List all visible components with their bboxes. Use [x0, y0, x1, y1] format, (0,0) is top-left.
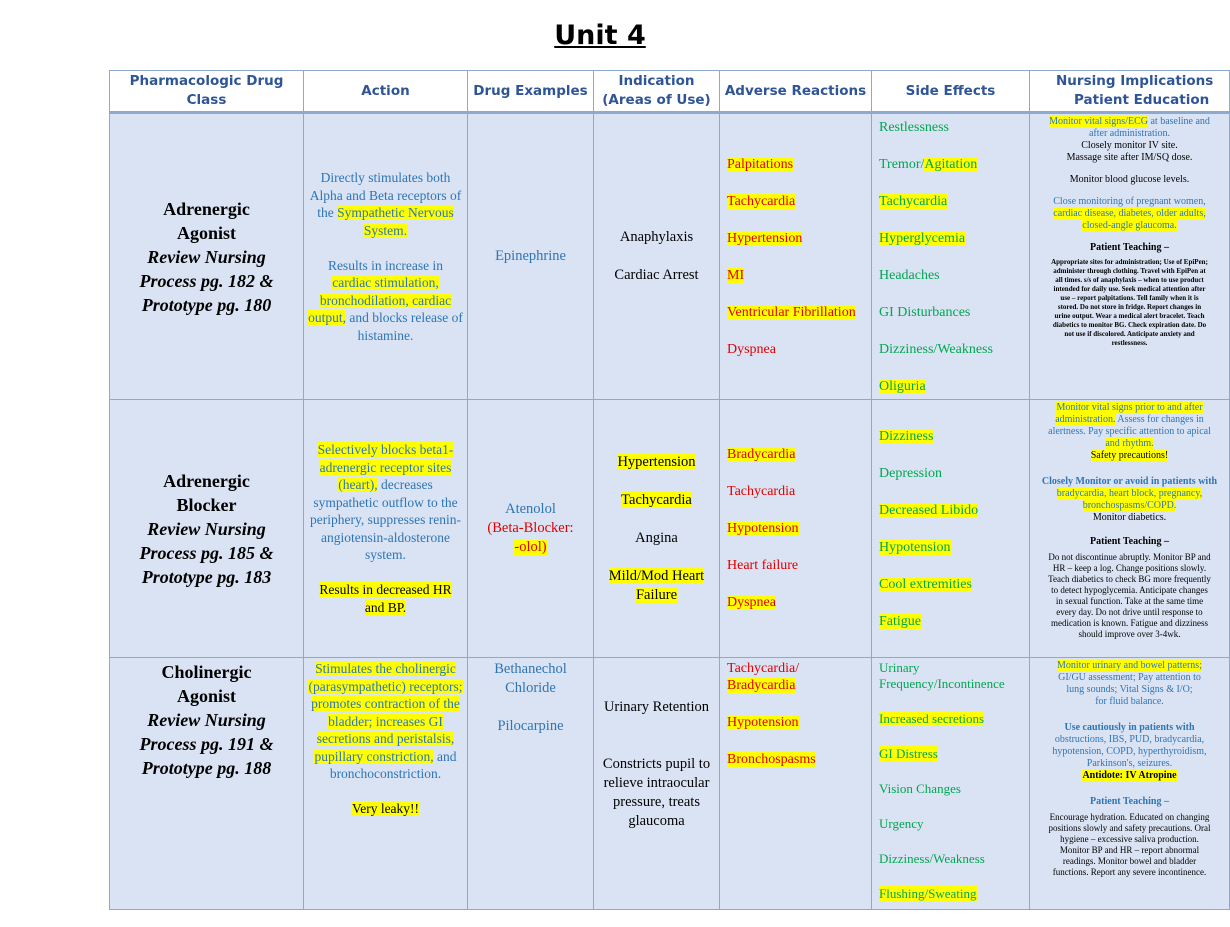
nursing-line: Assess for changes in [1117, 414, 1204, 425]
nursing-line: cardiac disease, diabetes, older adults, [1053, 208, 1206, 219]
teaching-line: restlessness. [1111, 339, 1148, 347]
action-text: Directly stimulates both Alpha and Beta receptors of the [309, 170, 462, 220]
action-cell [304, 658, 468, 910]
adverse-item: Bronchospasms [727, 752, 816, 767]
adverse-item: Bradycardia [727, 678, 796, 693]
teaching-line: administer through clothing. Travel with EpiPen at [1053, 267, 1206, 275]
drug-example-note: (Beta-Blocker: [487, 520, 574, 536]
side-effect-item: Increased secretions [879, 711, 985, 726]
drug-class-cell [110, 113, 304, 400]
nursing-line: Monitor blood glucose levels. [1069, 174, 1190, 185]
action-highlight: Results in decreased HR and BP. [319, 582, 452, 615]
nursing-line: Close monitoring of pregnant women, [1053, 196, 1206, 207]
class-name: Adrenergic [163, 470, 250, 491]
side-effect-item: Restlessness [879, 119, 949, 135]
nursing-line: Use cautiously in patients with [1064, 722, 1195, 733]
nursing-cell [1030, 113, 1230, 400]
adverse-item: Tachycardia [727, 484, 796, 499]
header-nursing-line2: Patient Education [1074, 92, 1210, 108]
teaching-line: urine output. Wear a medical alert bracelet. Teach [1054, 312, 1205, 320]
nursing-line: Monitor diabetics. [1092, 512, 1167, 523]
header-indication-line2: (Areas of Use) [602, 92, 711, 108]
teaching-line: in sexual function. Take at the same time [1055, 596, 1204, 606]
indication-item: Hypertension [617, 453, 696, 470]
indication-item: Mild/Mod Heart Failure [608, 567, 705, 603]
teaching-line: to detect hypoglycemia. Anticipate changes [1051, 585, 1208, 595]
header-side: Side Effects [872, 71, 1030, 113]
action-highlight: Stimulates the cholinergic (parasympathetic) receptors; promotes contraction of the bladder; increases GI secretions and peristalsis, pupillary constriction, [308, 661, 463, 764]
review-line1: Review Nursing [147, 518, 266, 539]
drug-class-cell [110, 400, 304, 658]
patient-teaching-heading: Patient Teaching – [1090, 796, 1169, 807]
side-effect-item: Oliguria [879, 378, 926, 394]
adverse-item: Hypotension [727, 715, 799, 730]
adverse-item: Heart failure [727, 558, 799, 573]
nursing-line: Safety precautions! [1090, 450, 1169, 461]
side-effect-item: Headaches [879, 267, 940, 283]
teaching-line: not use if discolored. Anticipate anxiety and [1064, 330, 1195, 338]
drug-class-cell [110, 658, 304, 910]
teaching-line: all times. s/s of anaphylaxis – when to use product [1055, 276, 1204, 284]
side-effect-item: GI Disturbances [879, 304, 971, 320]
side-effect-item: Hyperglycemia [879, 230, 966, 246]
review-line2: Process pg. 185 & [139, 542, 274, 563]
header-action: Action [304, 71, 468, 113]
header-nursing [1030, 71, 1230, 113]
nursing-line: after administration. [1088, 128, 1171, 139]
nursing-line: obstructions, IBS, PUD, bradycardia, [1054, 734, 1205, 745]
action-text: and blocks release of histamine. [349, 310, 463, 343]
drug-example: Pilocarpine [497, 718, 564, 734]
drug-example: Atenolol [505, 501, 556, 517]
nursing-cell [1030, 658, 1230, 910]
teaching-line: diabetics to monitor BG. Check expiration date. Do [1052, 321, 1207, 329]
action-highlight: Very leaky!! [351, 801, 420, 816]
side-effect-item: Dizziness [879, 428, 934, 444]
nursing-line: Massage site after IM/SQ dose. [1066, 152, 1193, 163]
nursing-line: and rhythm. [1105, 438, 1154, 449]
side-effect-item: Urinary Frequency/Incontinence [879, 660, 1005, 691]
adverse-cell [720, 113, 872, 400]
drug-example: Bethanechol [494, 661, 567, 677]
nursing-line: Closely monitor IV site. [1081, 140, 1178, 151]
teaching-line: should improve over 3-4wk. [1078, 629, 1181, 639]
table-row [110, 113, 1230, 400]
teaching-line: Monitor BP and HR – report abnormal [1059, 845, 1200, 855]
indication-cell [594, 400, 720, 658]
class-name: Adrenergic [163, 198, 250, 219]
side-effects-cell [872, 113, 1030, 400]
side-effect-item: Cool extremities [879, 576, 972, 592]
adverse-cell [720, 400, 872, 658]
adverse-item: Dyspnea [727, 595, 776, 610]
drug-table [109, 70, 1230, 910]
drug-example-suffix: -olol) [514, 539, 547, 555]
teaching-line: functions. Report any severe incontinence. [1052, 867, 1207, 877]
nursing-cell [1030, 400, 1230, 658]
header-nursing-line1: Nursing Implications [1056, 73, 1214, 89]
patient-teaching-heading: Patient Teaching – [1090, 242, 1169, 253]
class-type: Agonist [176, 222, 236, 243]
header-indication-line1: Indication [618, 73, 695, 89]
nursing-line: closed-angle glaucoma. [1082, 220, 1177, 231]
indication-item: Urinary Retention [603, 699, 710, 715]
header-adverse: Adverse Reactions [720, 71, 872, 113]
header-examples: Drug Examples [468, 71, 594, 113]
teaching-line: Encourage hydration. Educated on changing [1049, 812, 1210, 822]
nursing-line: alertness. Pay specific attention to apical [1048, 426, 1211, 437]
nursing-line: bronchospasms/COPD. [1082, 500, 1177, 511]
review-line3: Prototype pg. 180 [141, 294, 272, 315]
teaching-line: use – report palpitations. Tell family when it is [1060, 294, 1199, 302]
review-line2: Process pg. 191 & [139, 734, 274, 754]
review-line1: Review Nursing [147, 246, 266, 267]
action-text: decreases sympathetic outflow to the periphery, suppresses renin-angiotensin-aldosterone system. [310, 477, 461, 562]
teaching-line: every day. Do not drive until response to [1056, 607, 1203, 617]
side-effect-item: Tachycardia [879, 193, 948, 209]
nursing-line: Closely Monitor or avoid in patients with [1041, 476, 1218, 487]
table-row [110, 658, 1230, 910]
examples-cell [468, 400, 594, 658]
adverse-item: Hypertension [727, 230, 803, 246]
nursing-line: for fluid balance. [1095, 696, 1164, 707]
teaching-line: Do not discontinue abruptly. Monitor BP and [1048, 552, 1211, 562]
indication-item: Tachycardia [621, 491, 692, 508]
side-effect-item: GI Distress [879, 746, 938, 761]
action-text: and bronchoconstriction. [329, 748, 457, 781]
teaching-line: hygiene – excessive saliva production. [1060, 834, 1199, 844]
nursing-line: Monitor vital signs prior to and after [1056, 402, 1203, 413]
side-effect-item: Hypotension [879, 539, 951, 555]
page-title: Unit 4 [554, 20, 646, 51]
teaching-line: intended for daily use. Seek medical attention after [1053, 285, 1206, 293]
indication-item: Angina [635, 529, 678, 546]
patient-teaching-heading: Patient Teaching – [1090, 536, 1169, 547]
drug-example: Epinephrine [495, 248, 566, 264]
side-effects-cell [872, 400, 1030, 658]
indication-item: Anaphylaxis [619, 229, 694, 245]
adverse-item: Bradycardia [727, 447, 796, 462]
side-effects-cell [872, 658, 1030, 910]
teaching-line: readings. Monitor bowel and bladder [1062, 856, 1197, 866]
side-effect-item: Vision Changes [879, 781, 961, 796]
side-effect-item: Depression [879, 465, 942, 481]
side-effect-item: Agitation [924, 156, 978, 172]
drug-example: Chloride [505, 680, 556, 696]
teaching-line: stored. Do not store in fridge. Report changes in [1057, 303, 1202, 311]
side-effect-item: Dizziness/Weakness [879, 851, 985, 866]
teaching-line: positions slowly and safety precautions. Oral [1048, 823, 1211, 833]
review-line2: Process pg. 182 & [139, 270, 274, 291]
class-type: Blocker [176, 494, 237, 515]
adverse-item: Dyspnea [727, 341, 776, 357]
action-highlight: Selectively blocks beta1-adrenergic receptor sites (heart), [317, 442, 454, 492]
adverse-item: Hypotension [727, 521, 799, 536]
review-line1: Review Nursing [147, 710, 266, 730]
class-name: Cholinergic [161, 662, 252, 682]
nursing-line: hypotension, COPD, hyperthyroidism, [1052, 746, 1207, 757]
nursing-line: administration. [1055, 414, 1116, 425]
action-highlight: Sympathetic Nervous System. [337, 205, 454, 238]
side-effect-item: Fatigue [879, 613, 921, 629]
nursing-line: Monitor vital signs/ECG [1049, 116, 1148, 127]
action-cell [304, 113, 468, 400]
indication-item: Cardiac Arrest [614, 267, 699, 283]
table-row [110, 400, 1230, 658]
nursing-line: GI/GU assessment; Pay attention to [1058, 672, 1201, 683]
header-row [110, 71, 1230, 113]
nursing-line: bradycardia, heart block, pregnancy, [1056, 488, 1203, 499]
indication-cell [594, 658, 720, 910]
side-effect-item: Flushing/Sweating [879, 886, 977, 901]
indication-cell [594, 113, 720, 400]
side-effect-item: Urgency [879, 816, 924, 831]
adverse-item: MI [727, 267, 745, 283]
review-line3: Prototype pg. 188 [141, 758, 272, 778]
indication-item: Constricts pupil to relieve intraocular pressure, treats glaucoma [602, 756, 711, 829]
side-effect-item: Dizziness/Weakness [879, 341, 993, 357]
action-cell [304, 400, 468, 658]
action-highlight: cardiac stimulation, bronchodilation, cardiac output, [308, 275, 452, 325]
side-effect-item: Decreased Libido [879, 502, 979, 518]
adverse-item: Tachycardia/ [727, 661, 800, 676]
teaching-line: HR – keep a log. Change positions slowly. [1052, 563, 1207, 573]
nursing-line: Parkinson's, seizures. [1086, 758, 1173, 769]
review-line3: Prototype pg. 183 [141, 566, 272, 587]
header-indication [594, 71, 720, 113]
adverse-item: Tachycardia [727, 193, 796, 209]
header-class: Pharmacologic Drug Class [110, 71, 304, 113]
teaching-line: Teach diabetics to check BG more frequently [1048, 574, 1211, 584]
nursing-line: lung sounds; Vital Signs & I/O; [1066, 684, 1193, 695]
adverse-item: Palpitations [727, 156, 794, 172]
adverse-item: Ventricular Fibrillation [727, 304, 856, 320]
nursing-line: Monitor urinary and bowel patterns; [1057, 660, 1202, 671]
examples-cell [468, 113, 594, 400]
class-type: Agonist [176, 686, 236, 706]
examples-cell [468, 658, 594, 910]
antidote: Antidote: IV Atropine [1082, 770, 1177, 781]
adverse-cell [720, 658, 872, 910]
side-effect-item: Tremor/ [879, 156, 925, 172]
action-text: Results in increase in [327, 257, 444, 273]
nursing-line: at baseline and [1150, 116, 1210, 127]
teaching-line: medication is known. Fatigue and dizziness [1051, 618, 1208, 628]
teaching-line: Appropriate sites for administration; Use of EpiPen; [1051, 258, 1208, 266]
